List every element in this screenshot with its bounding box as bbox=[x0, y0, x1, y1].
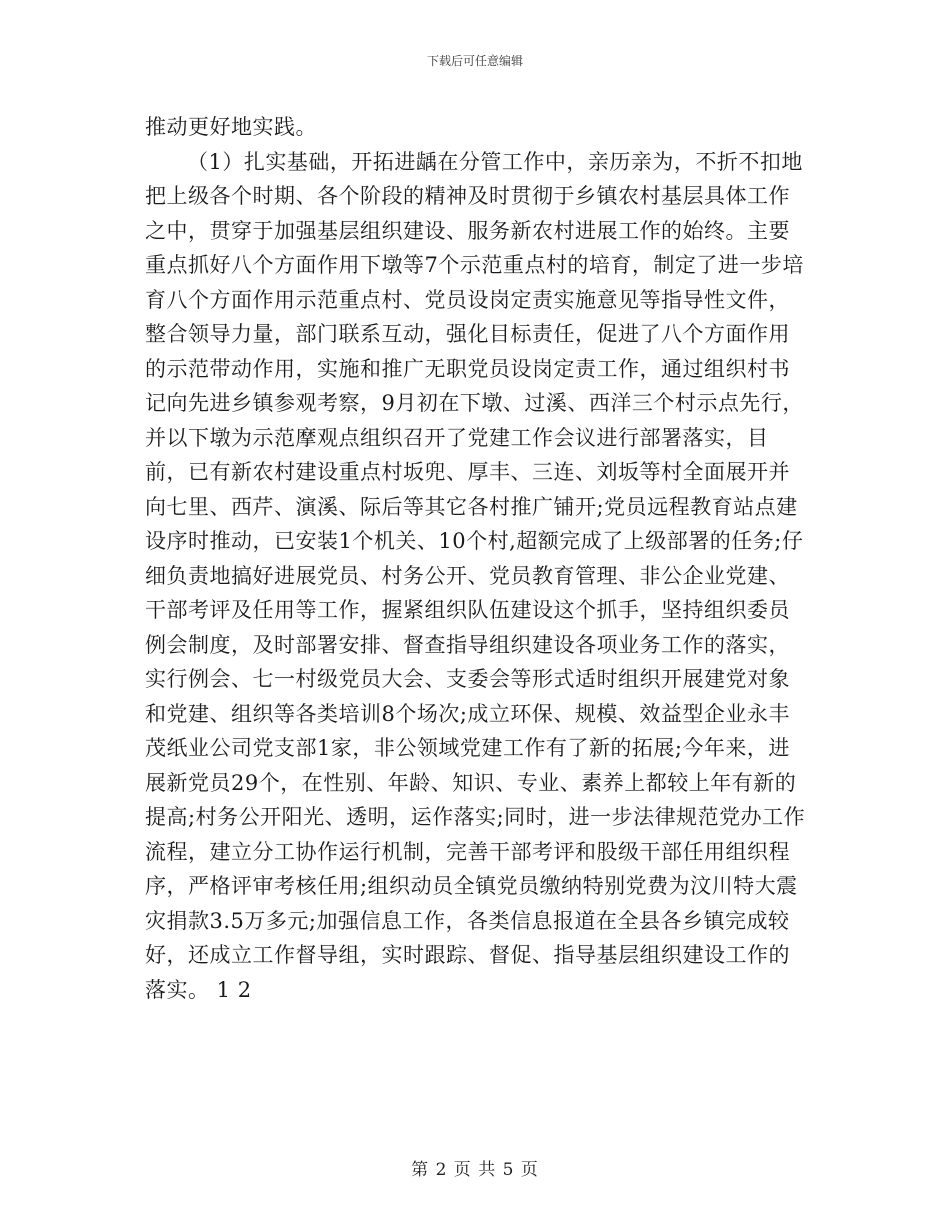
page-header: 下载后可任意编辑 bbox=[426, 54, 523, 68]
body-paragraph: （1）扎实基础，开拓进龋在分管工作中，亲历亲为，不折不扣地把上级各个时期、各个阶段的精神及时贯彻于乡镇农村基层具体工作之中，贯穿于加强基层组织建设、服务新农村进展工作的始终。主要重点抓好八个方面作用下墩等7个示范重点村的培育，制定了进一步培育八个方面作用示范重点村、党员设岗定责实施意见等指导性文件，整合领导力量，部门联系互动，强化目标责任，促进了八个方面作用的示范带动作用，实施和推广无职党员设岗定责工作，通过组织村书记向先进乡镇参观考察，9月初在下墩、过溪、西洋三个村示点先行，并以下墩为示范摩观点组织召开了党建工作会议进行部署落实，目前，已有新农村建设重点村坂兜、厚丰、三连、刘坂等村全面展开并向七里、西芹、演溪、际后等其它各村推广铺开;党员远程教育站点建设序时推动，已安装1个机关、10个村,超额完成了上级部署的任务;仔细负责地搞好进展党员、村务公开、党员教育管理、非公企业党建、干部考评及任用等工作，握紧组织队伍建设这个抓手，坚持组织委员例会制度，及时部署安排、督查指导组织建设各项业务工作的落实，实行例会、七一村级党员大会、支委会等形式适时组织开展建党对象和党建、组织等各类培训8个场次;成立环保、规模、效益型企业永丰茂纸业公司党支部1家，非公领域党建工作有了新的拓展;今年来，进展新党员29个，在性别、年龄、知识、专业、素养上都较上年有新的提高;村务公开阳光、透明，运作落实;同时，进一步法律规范党办工作流程，建立分工协作运行机制，完善干部考评和股级干部任用组织程序，严格评审考核任用;组织动员全镇党员缴纳特别党费为汶川特大震灾捐款3.5万多元;加强信息工作，各类信息报道在全县各乡镇完成较好，还成立工作督导组，实时跟踪、督促、指导基层组织建设工作的落实。 1 2 bbox=[145, 149, 806, 1002]
document-body bbox=[145, 110, 810, 1007]
page-footer: 第 2 页 共 5 页 bbox=[411, 1160, 539, 1180]
continuation-line: 推动更好地实践。 bbox=[145, 115, 317, 139]
